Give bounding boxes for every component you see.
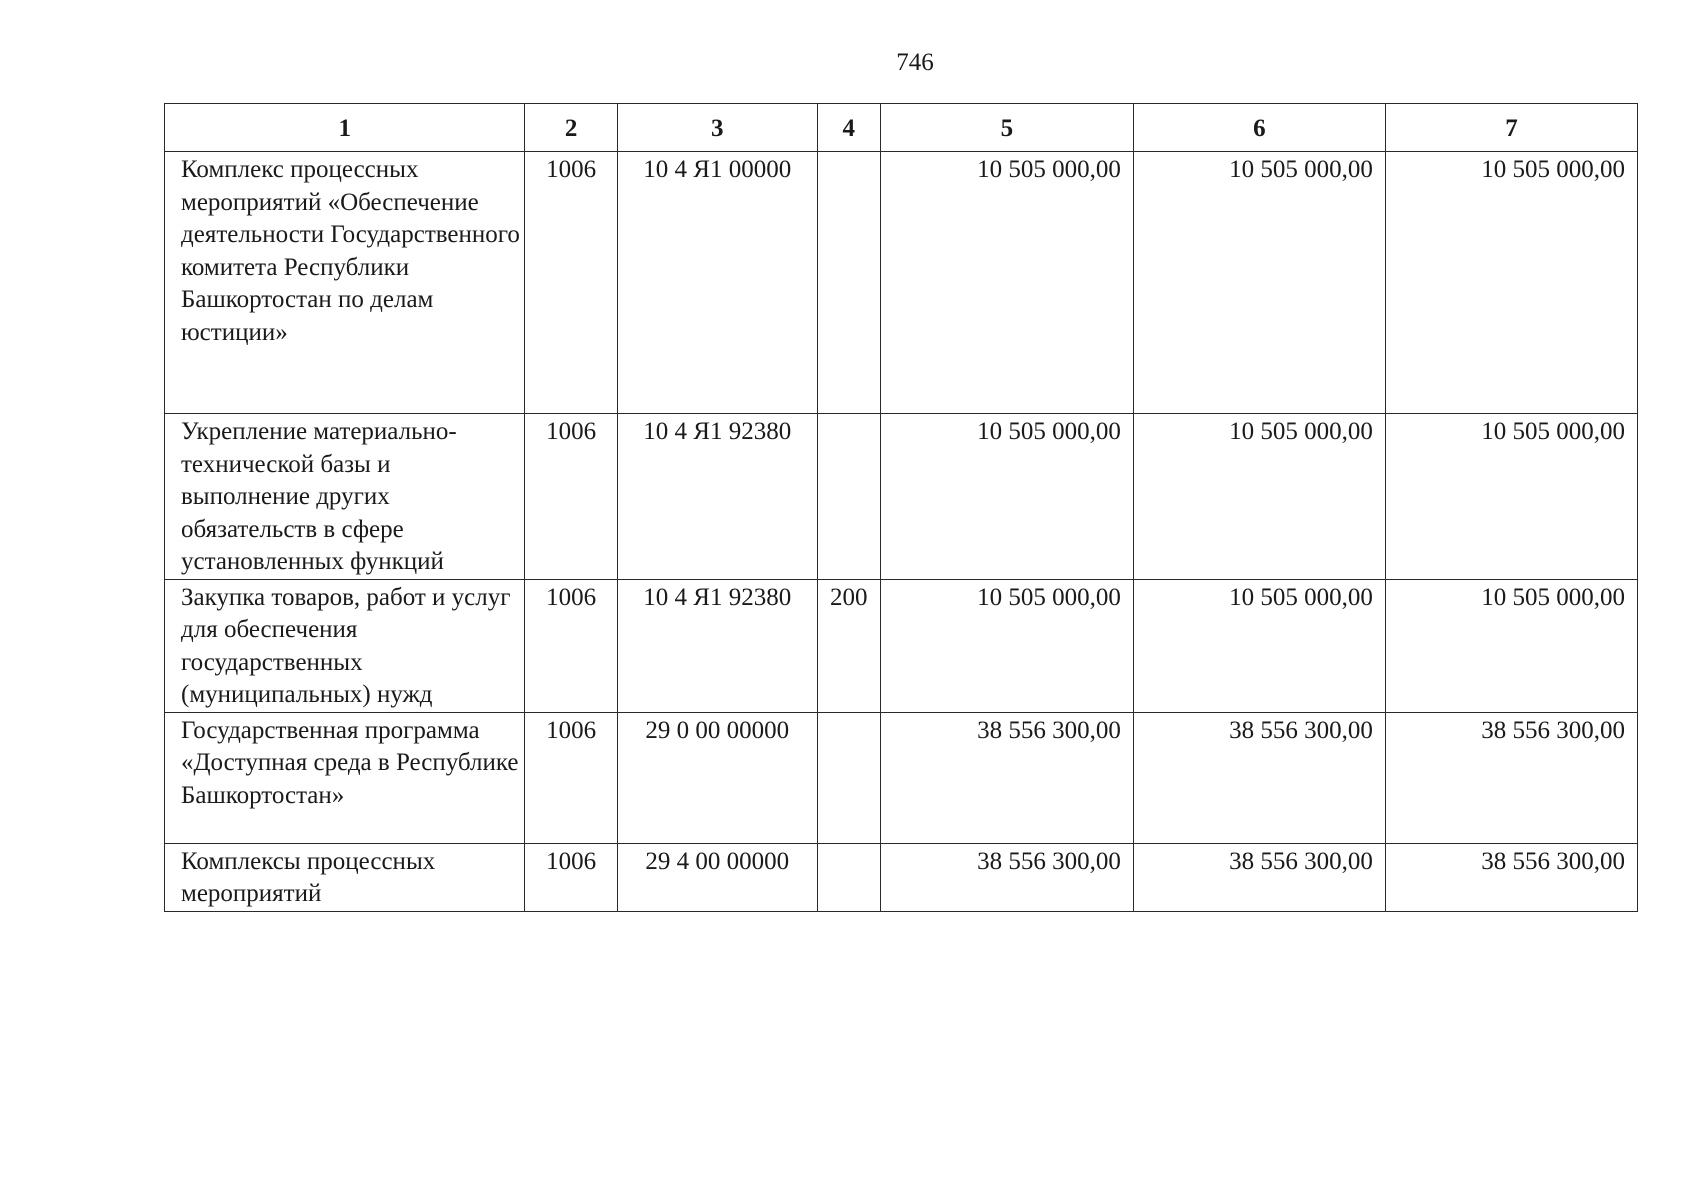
row-name-cell: Закупка товаров, работ и услуг для обеспечения государственных (муниципальных) нужд bbox=[165, 579, 525, 712]
section-code-cell: 1006 bbox=[525, 152, 617, 414]
section-code-cell: 1006 bbox=[525, 843, 617, 911]
target-article-cell: 10 4 Я1 00000 bbox=[617, 152, 817, 414]
expense-type-cell bbox=[817, 712, 880, 843]
row-name-cell: Государственная программа «Доступная среда в Республике Башкортостан» bbox=[165, 712, 525, 843]
table-header-row bbox=[165, 104, 1638, 152]
amount-col7-cell: 38 556 300,00 bbox=[1385, 843, 1637, 911]
target-article-cell: 10 4 Я1 92380 bbox=[617, 579, 817, 712]
column-header-4: 4 bbox=[817, 104, 880, 152]
column-header-6: 6 bbox=[1133, 104, 1385, 152]
table-row bbox=[165, 414, 1638, 580]
amount-col7-cell: 10 505 000,00 bbox=[1385, 414, 1637, 580]
target-article-cell: 10 4 Я1 92380 bbox=[617, 414, 817, 580]
page-number: 746 bbox=[896, 49, 934, 76]
budget-table bbox=[164, 103, 1638, 912]
expense-type-cell bbox=[817, 843, 880, 911]
section-code-cell: 1006 bbox=[525, 414, 617, 580]
amount-col7-cell: 10 505 000,00 bbox=[1385, 579, 1637, 712]
row-name-cell: Укрепление материально-технической базы и выполнение других обязательств в сфере установленных функций bbox=[165, 414, 525, 580]
amount-col5-cell: 10 505 000,00 bbox=[880, 579, 1133, 712]
amount-col7-cell: 38 556 300,00 bbox=[1385, 712, 1637, 843]
amount-col5-cell: 10 505 000,00 bbox=[880, 414, 1133, 580]
amount-col6-cell: 10 505 000,00 bbox=[1133, 579, 1385, 712]
amount-col7-cell: 10 505 000,00 bbox=[1385, 152, 1637, 414]
section-code-cell: 1006 bbox=[525, 579, 617, 712]
amount-col6-cell: 10 505 000,00 bbox=[1133, 152, 1385, 414]
table-row bbox=[165, 579, 1638, 712]
amount-col5-cell: 10 505 000,00 bbox=[880, 152, 1133, 414]
amount-col6-cell: 38 556 300,00 bbox=[1133, 843, 1385, 911]
target-article-cell: 29 0 00 00000 bbox=[617, 712, 817, 843]
column-header-3: 3 bbox=[617, 104, 817, 152]
amount-col6-cell: 10 505 000,00 bbox=[1133, 414, 1385, 580]
column-header-7: 7 bbox=[1385, 104, 1637, 152]
row-name-cell: Комплексы процессных мероприятий bbox=[165, 843, 525, 911]
expense-type-cell bbox=[817, 414, 880, 580]
column-header-1: 1 bbox=[165, 104, 525, 152]
column-header-5: 5 bbox=[880, 104, 1133, 152]
section-code-cell: 1006 bbox=[525, 712, 617, 843]
target-article-cell: 29 4 00 00000 bbox=[617, 843, 817, 911]
expense-type-cell: 200 bbox=[817, 579, 880, 712]
amount-col6-cell: 38 556 300,00 bbox=[1133, 712, 1385, 843]
expense-type-cell bbox=[817, 152, 880, 414]
table-row bbox=[165, 843, 1638, 911]
table-row bbox=[165, 152, 1638, 414]
table-row bbox=[165, 712, 1638, 843]
column-header-2: 2 bbox=[525, 104, 617, 152]
row-name-cell: Комплекс процессных мероприятий «Обеспечение деятельности Государственного комитета Республики Башкортостан по делам юстиции» bbox=[165, 152, 525, 414]
amount-col5-cell: 38 556 300,00 bbox=[880, 712, 1133, 843]
amount-col5-cell: 38 556 300,00 bbox=[880, 843, 1133, 911]
